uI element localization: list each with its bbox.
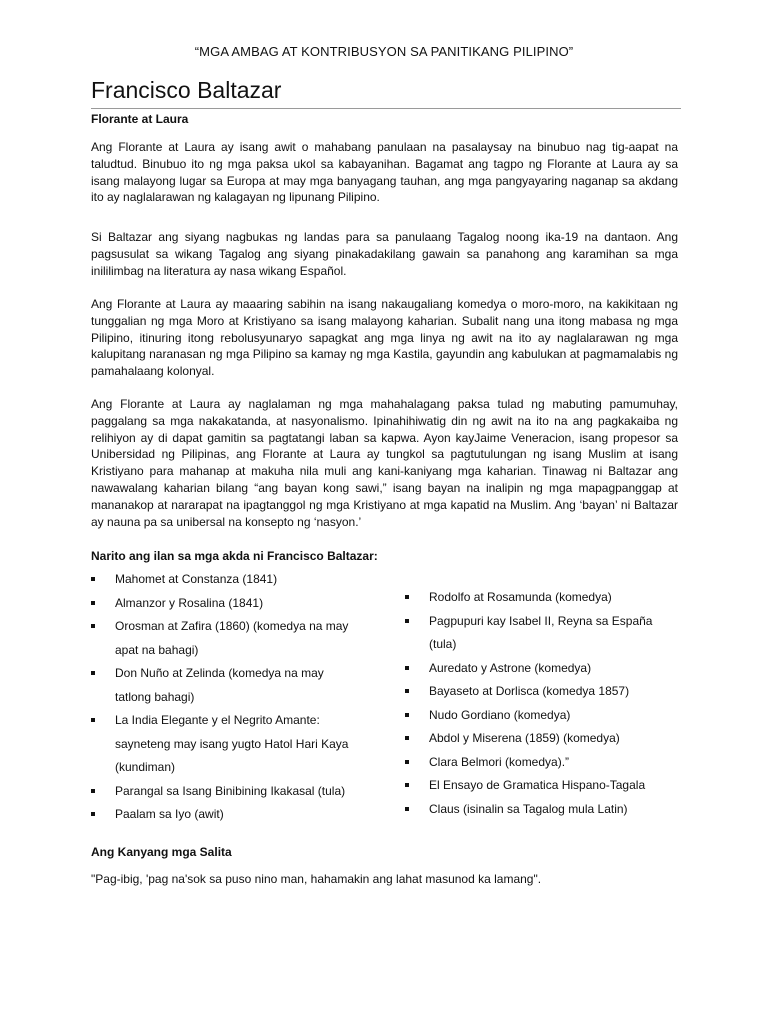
bullet-square-icon	[405, 666, 409, 670]
work-item-text: Bayaseto at Dorlisca (komedya 1857)	[429, 684, 630, 698]
bullet-square-icon	[91, 671, 95, 675]
bullet-square-icon	[405, 689, 409, 693]
bullet-square-icon	[405, 807, 409, 811]
work-item-text: Claus (isinalin sa Tagalog mula Latin)	[429, 801, 628, 816]
bullet-square-icon	[405, 595, 409, 599]
work-item-text: El Ensayo de Gramatica Hispano-Tagala	[429, 778, 646, 792]
work-item	[91, 709, 381, 780]
bullet-square-icon	[405, 619, 409, 623]
paragraph-2: Si Baltazar ang siyang nagbukas ng landas para sa panulaang Tagalog noong ika-19 na dantaon. Ang pagsusulat sa wikang Tagalog ang siyang pinakadakilang gawain sa panahong ang karamihan sa mga inililimbag na literatura ay nasa wikang Español.	[91, 230, 678, 278]
work-item	[91, 780, 381, 804]
work-item-text: Orosman at Zafira (1860) (komedya na may	[115, 619, 349, 633]
bullet-square-icon	[405, 736, 409, 740]
bullet-square-icon	[91, 718, 95, 722]
work-item	[405, 751, 685, 775]
work-item-text: apat na bahagi)	[115, 642, 199, 657]
bullet-square-icon	[91, 577, 95, 581]
bullet-square-icon	[91, 624, 95, 628]
work-item	[405, 610, 685, 657]
paragraph-4: Ang Florante at Laura ay naglalaman ng mga mahahalagang paksa tulad ng mabuting pamumuhay, paggalang sa mga nakakatanda, at nasyonalismo. Ipinahihiwatig din ng awit na ito na ang pagkakaiba ng relihiyon ay di dapat gamitin sa pagtatangi laban sa kapwa. Ayon kayJaime Veneracion, isang propesor sa Unibersidad ng Pilipinas, ang Florante at Laura ay tungkol sa pagtutulungan ng isang Muslim at isang Kristiyano para mahanap at makuha nila muli ang kani-kaniyang mga kaharian. Tinawag ni Baltazar ang nawawalang kaharian bilang “ang bayan kong sawi,” isang bayan na inalipin ng mga mapagpanggap at mananakop at nararapat na ipagtanggol ng mga Kristiyano at mga kapatid na Muslim. Ang ‘bayan’ ni Baltazar ay nauna pa sa unibersal na konsepto ng ‘nasyon.’	[91, 397, 678, 529]
section-heading-florante: Florante at Laura	[91, 112, 189, 126]
work-item-text: Rodolfo at Rosamunda (komedya)	[429, 590, 612, 604]
bullet-square-icon	[405, 783, 409, 787]
work-item-text: (tula)	[429, 637, 457, 651]
bullet-square-icon	[91, 601, 95, 605]
bullet-square-icon	[405, 713, 409, 717]
work-item-text: Nudo Gordiano (komedya)	[429, 707, 571, 722]
work-item	[405, 586, 685, 610]
work-item	[405, 774, 685, 798]
title-divider	[91, 108, 681, 109]
works-list-right	[405, 586, 685, 821]
paragraph-1: Ang Florante at Laura ay isang awit o mahabang panulaan na pasalaysay na binubuo nag tig-aapat na taludtud. Binubuo ito ng mga paksa ukol sa kabayanihan. Bagamat ang tagpo ng Florante at Laura ay sa isang malayong lugar sa Europa at may mga banyagang tauhan, ang mga pangyayaring naganap sa akdang ito ay naglalarawan ng kalagayan ng lipunang Pilipino.	[91, 140, 678, 205]
work-item	[405, 727, 685, 751]
work-item	[405, 704, 685, 728]
work-item-text: Abdol y Miserena (1859) (komedya)	[429, 731, 620, 745]
bullet-square-icon	[91, 812, 95, 816]
work-item	[91, 568, 381, 592]
work-item-text: (kundiman)	[115, 760, 176, 774]
work-item-text: tatlong bahagi)	[115, 689, 195, 704]
work-item-text: Pagpupuri kay Isabel II, Reyna sa España	[429, 613, 653, 628]
work-item-text: Almanzor y Rosalina (1841)	[115, 595, 264, 610]
sayings-heading: Ang Kanyang mga Salita	[91, 845, 232, 859]
work-item-text: Don Nuño at Zelinda (komedya na may	[115, 666, 324, 680]
work-item	[91, 662, 381, 709]
paragraph-3: Ang Florante at Laura ay maaaring sabihin na isang nakaugaliang komedya o moro-moro, na kakikitaan ng tunggalian ng mga Moro at Kristiyano sa isang malayong kaharian. Subalit nang una itong mabasa ng mga Pilipino, itinuring itong rebolusyunaryo sapagkat ang mga linya ng awit na ito ay naglalarawan ng mga kalupitang naranasan ng mga Pilipino sa kamay ng mga Kastila, gayundin ang kabulukan at pagmamalabis ng pamahalaang kolonyal.	[91, 297, 678, 379]
work-item-text: sayneteng may isang yugto Hatol Hari Kaya	[115, 736, 349, 751]
bullet-square-icon	[91, 789, 95, 793]
work-item	[91, 592, 381, 616]
work-item	[405, 680, 685, 704]
page-header: “MGA AMBAG AT KONTRIBUSYON SA PANITIKANG PILIPINO”	[194, 44, 574, 59]
work-item	[91, 615, 381, 662]
work-item-text: Clara Belmori (komedya).”	[429, 754, 570, 769]
work-item	[405, 657, 685, 681]
work-item-text: Paalam sa Iyo (awit)	[115, 807, 224, 821]
work-item-text: Parangal sa Isang Binibining Ikakasal (tula)	[115, 783, 346, 798]
works-list-left	[91, 568, 381, 827]
page-title: Francisco Baltazar	[91, 77, 282, 103]
work-item	[405, 798, 685, 822]
work-item-text: Auredato y Astrone (komedya)	[429, 660, 592, 675]
work-item-text: La India Elegante y el Negrito Amante:	[115, 713, 320, 727]
works-heading: Narito ang ilan sa mga akda ni Francisco Baltazar:	[91, 549, 378, 563]
quote-text: "Pag-ibig, 'pag na'sok sa puso nino man, hahamakin ang lahat masunod ka lamang".	[91, 872, 542, 886]
bullet-square-icon	[405, 760, 409, 764]
work-item-text: Mahomet at Constanza (1841)	[115, 572, 278, 586]
work-item	[91, 803, 381, 827]
